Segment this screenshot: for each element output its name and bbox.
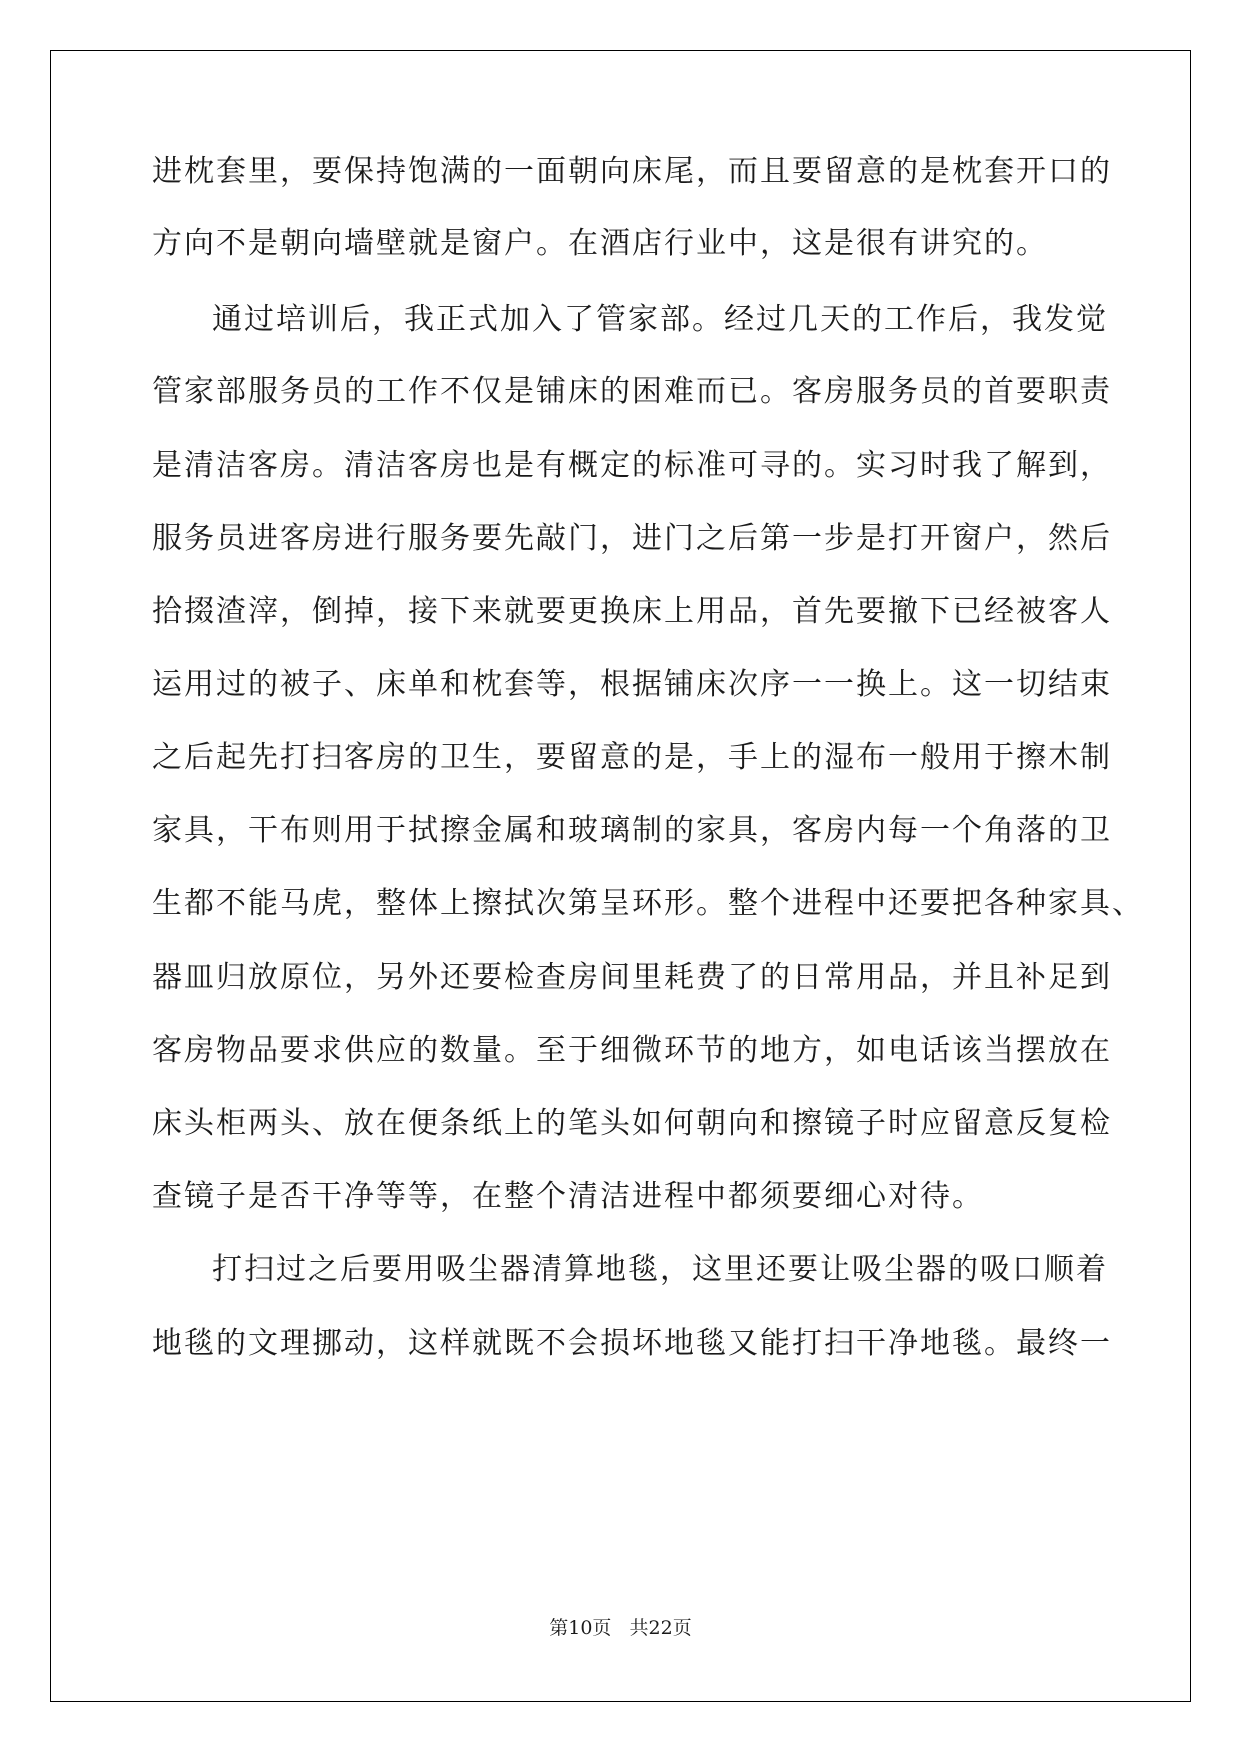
text-line: 查镜子是否干净等等，在整个清洁进程中都须要细心对待。 bbox=[152, 1179, 984, 1214]
text-line: 是清洁客房。清洁客房也是有概定的标准可寻的。实习时我了解到， bbox=[152, 448, 1112, 483]
text-line: 进枕套里，要保持饱满的一面朝向床尾，而且要留意的是枕套开口的 bbox=[152, 154, 1112, 189]
text-line: 通过培训后，我正式加入了管家部。经过几天的工作后，我发觉 bbox=[212, 302, 1108, 337]
text-line: 打扫过之后要用吸尘器清算地毯，这里还要让吸尘器的吸口顺着 bbox=[212, 1252, 1108, 1287]
text-line: 方向不是朝向墙壁就是窗户。在酒店行业中，这是很有讲究的。 bbox=[152, 226, 1048, 261]
page-number: 第10页 共22页 bbox=[549, 1617, 692, 1639]
text-line: 之后起先打扫客房的卫生，要留意的是，手上的湿布一般用于擦木制 bbox=[152, 740, 1112, 775]
text-line: 器皿归放原位，另外还要检查房间里耗费了的日常用品，并且补足到 bbox=[152, 960, 1112, 995]
text-line: 生都不能马虎，整体上擦拭次第呈环形。整个进程中还要把各种家具、 bbox=[152, 886, 1144, 921]
text-line: 拾掇渣滓，倒掉，接下来就要更换床上用品，首先要撤下已经被客人 bbox=[152, 594, 1112, 629]
page-frame bbox=[50, 50, 1191, 1702]
text-line: 床头柜两头、放在便条纸上的笔头如何朝向和擦镜子时应留意反复检 bbox=[152, 1106, 1112, 1141]
text-line: 服务员进客房进行服务要先敲门，进门之后第一步是打开窗户，然后 bbox=[152, 521, 1112, 556]
text-line: 管家部服务员的工作不仅是铺床的困难而已。客房服务员的首要职责 bbox=[152, 374, 1112, 409]
text-line: 家具，干布则用于拭擦金属和玻璃制的家具，客房内每一个角落的卫 bbox=[152, 813, 1112, 848]
text-line: 运用过的被子、床单和枕套等，根据铺床次序一一换上。这一切结束 bbox=[152, 667, 1112, 702]
text-line: 地毯的文理挪动，这样就既不会损坏地毯又能打扫干净地毯。最终一 bbox=[152, 1326, 1112, 1361]
text-line: 客房物品要求供应的数量。至于细微环节的地方，如电话该当摆放在 bbox=[152, 1033, 1112, 1068]
